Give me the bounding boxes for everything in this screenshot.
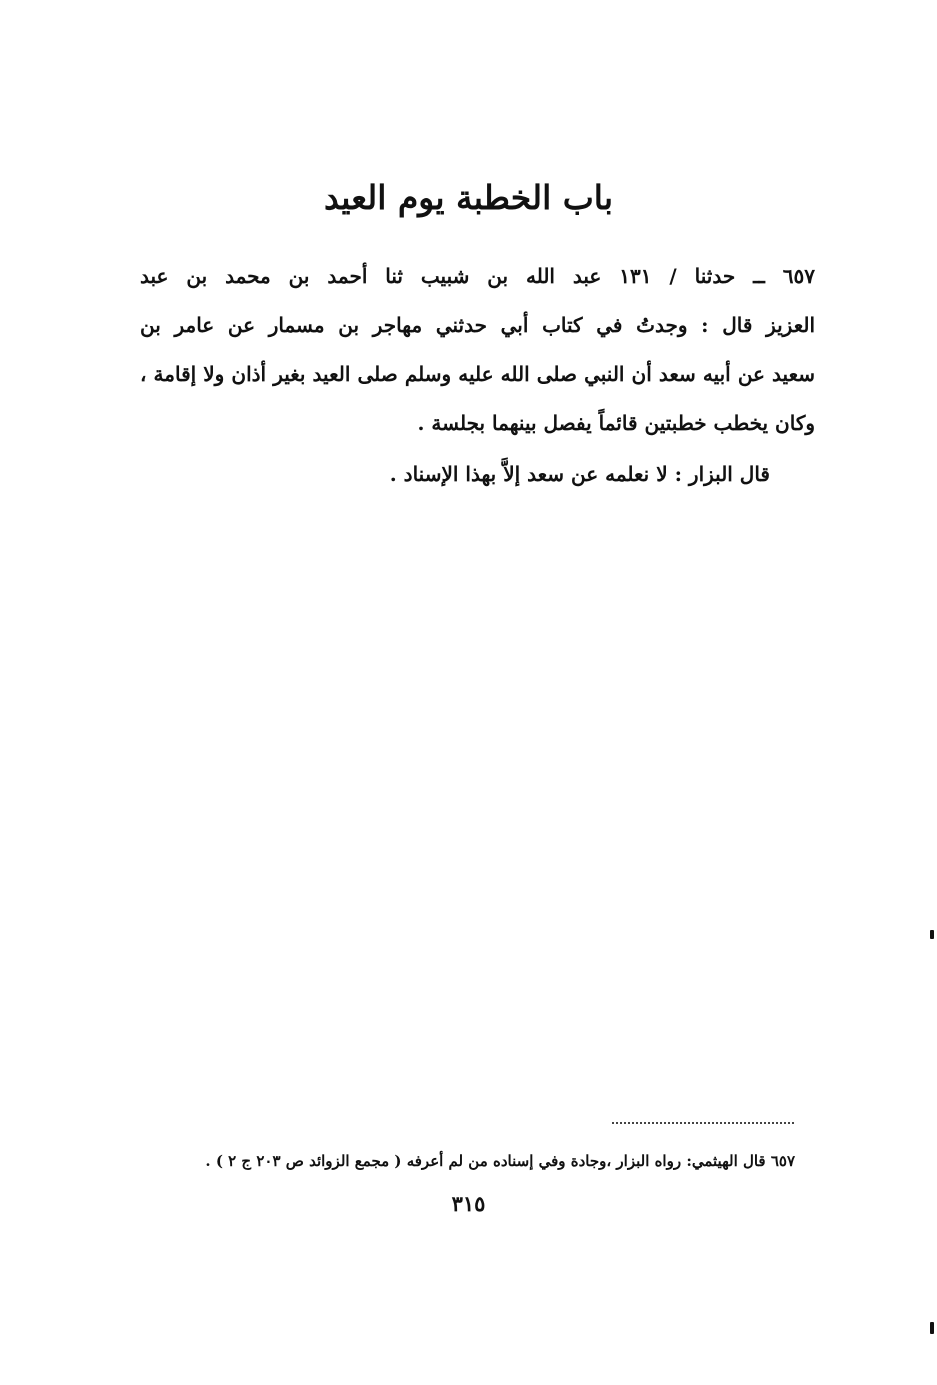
chapter-title: باب الخطبة يوم العيد xyxy=(323,178,614,217)
hadith-line: سعيد عن أبيه سعد أن النبي صلى الله عليه وسلم صلى العيد بغير أذان ولا إقامة ، xyxy=(140,362,815,386)
hadith-line: وكان يخطب خطبتين قائماً يفصل بينهما بجلسة . xyxy=(417,411,815,435)
footnote-divider xyxy=(612,1122,794,1124)
margin-mark xyxy=(930,930,934,939)
margin-mark xyxy=(930,1322,934,1334)
hadith-line: ٦٥٧ ــ حدثنا / ١٣١ عبد الله بن شبيب ثنا أحمد بن محمد بن عبد xyxy=(140,264,815,288)
hadith-line: العزيز قال : وجدتُ في كتاب أبي حدثني مهاجر بن مسمار عن عامر بن xyxy=(140,313,815,337)
page-number: ٣١٥ xyxy=(451,1191,486,1216)
bazzar-note: قال البزار : لا نعلمه عن سعد إلاَّ بهذا الإسناد . xyxy=(389,462,770,486)
hadith-text xyxy=(140,252,815,448)
footnote: ٦٥٧ قال الهيثمي: رواه البزار ،وجادة وفي إسناده من لم أعرفه ( مجمع الزوائد ص ٢٠٣ ج ٢ ) . xyxy=(205,1152,795,1170)
